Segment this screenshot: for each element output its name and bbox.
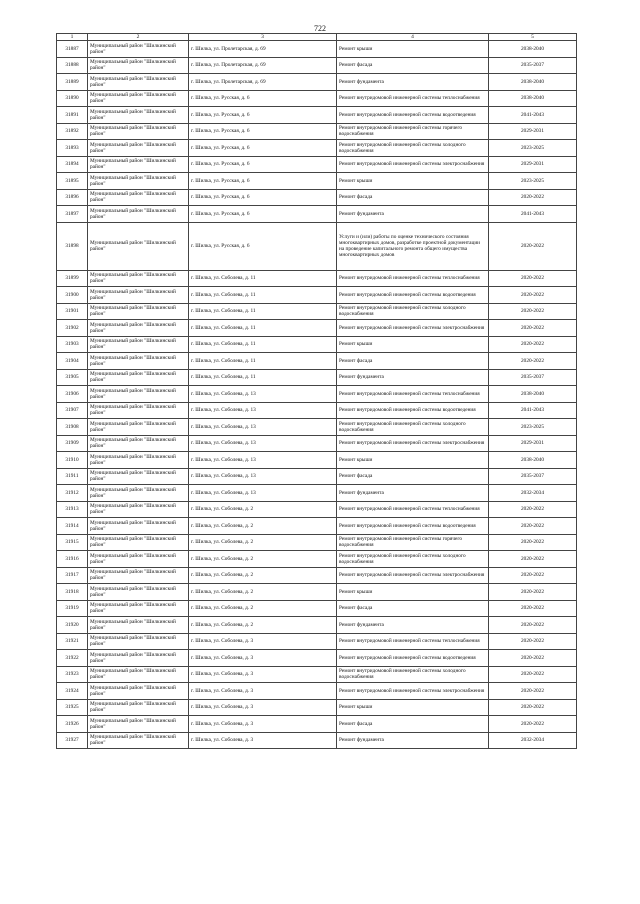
table-row <box>57 501 577 518</box>
district-cell: Муниципальный район "Шилкинский район" <box>88 716 189 733</box>
period-cell: 2020-2022 <box>489 600 577 617</box>
district-cell: Муниципальный район "Шилкинский район" <box>88 173 189 190</box>
row-number: 31888 <box>57 57 88 74</box>
row-number: 31925 <box>57 699 88 716</box>
table-row <box>57 584 577 601</box>
period-cell: 2020-2022 <box>489 633 577 650</box>
table-row <box>57 716 577 733</box>
district-cell: Муниципальный район "Шилкинский район" <box>88 270 189 287</box>
table-row <box>57 173 577 190</box>
column-header: 1 <box>57 34 88 41</box>
address-cell: г. Шилка, ул. Соболева, д. 11 <box>189 287 337 304</box>
table-row <box>57 74 577 91</box>
row-number: 31921 <box>57 633 88 650</box>
table-header <box>57 34 577 41</box>
row-number: 31895 <box>57 173 88 190</box>
row-number: 31896 <box>57 189 88 206</box>
address-cell: г. Шилка, ул. Пролетарская, д. 69 <box>189 41 337 58</box>
period-cell: 2020-2022 <box>489 551 577 568</box>
table-row <box>57 699 577 716</box>
address-cell: г. Шилка, ул. Русская, д. 6 <box>189 156 337 173</box>
district-cell: Муниципальный район "Шилкинский район" <box>88 419 189 436</box>
period-cell: 2032-2034 <box>489 732 577 749</box>
column-header: 4 <box>337 34 489 41</box>
address-cell: г. Шилка, ул. Русская, д. 6 <box>189 206 337 223</box>
work-type-cell: Ремонт крыши <box>337 452 489 469</box>
period-cell: 2035-2037 <box>489 57 577 74</box>
address-cell: г. Шилка, ул. Соболева, д. 11 <box>189 336 337 353</box>
table-row <box>57 320 577 337</box>
row-number: 31903 <box>57 336 88 353</box>
table-row <box>57 732 577 749</box>
address-cell: г. Шилка, ул. Соболева, д. 2 <box>189 534 337 551</box>
district-cell: Муниципальный район "Шилкинский район" <box>88 303 189 320</box>
district-cell: Муниципальный район "Шилкинский район" <box>88 222 189 270</box>
district-cell: Муниципальный район "Шилкинский район" <box>88 551 189 568</box>
row-number: 31920 <box>57 617 88 634</box>
row-number: 31902 <box>57 320 88 337</box>
period-cell: 2038-2040 <box>489 74 577 91</box>
table-row <box>57 600 577 617</box>
address-cell: г. Шилка, ул. Соболева, д. 11 <box>189 353 337 370</box>
period-cell: 2023-2025 <box>489 140 577 157</box>
address-cell: г. Шилка, ул. Пролетарская, д. 69 <box>189 57 337 74</box>
address-cell: г. Шилка, ул. Соболева, д. 13 <box>189 485 337 502</box>
table-row <box>57 468 577 485</box>
work-type-cell: Ремонт внутридомовой инженерной системы холодного водоснабжения <box>337 303 489 320</box>
work-type-cell: Ремонт фундамента <box>337 369 489 386</box>
district-cell: Муниципальный район "Шилкинский район" <box>88 485 189 502</box>
table-row <box>57 534 577 551</box>
table-row <box>57 222 577 270</box>
work-type-cell: Ремонт фасада <box>337 716 489 733</box>
address-cell: г. Шилка, ул. Соболева, д. 3 <box>189 633 337 650</box>
table-body <box>57 41 577 749</box>
district-cell: Муниципальный район "Шилкинский район" <box>88 353 189 370</box>
address-cell: г. Шилка, ул. Соболева, д. 3 <box>189 683 337 700</box>
work-type-cell: Ремонт внутридомовой инженерной системы холодного водоснабжения <box>337 140 489 157</box>
address-cell: г. Шилка, ул. Соболева, д. 2 <box>189 501 337 518</box>
period-cell: 2020-2022 <box>489 336 577 353</box>
row-number: 31911 <box>57 468 88 485</box>
register-table <box>56 33 577 749</box>
row-number: 31915 <box>57 534 88 551</box>
period-cell: 2020-2022 <box>489 320 577 337</box>
work-type-cell: Ремонт фасада <box>337 353 489 370</box>
work-type-cell: Ремонт внутридомовой инженерной системы теплоснабжения <box>337 386 489 403</box>
row-number: 31898 <box>57 222 88 270</box>
work-type-cell: Ремонт фундамента <box>337 74 489 91</box>
period-cell: 2020-2022 <box>489 189 577 206</box>
row-number: 31912 <box>57 485 88 502</box>
period-cell: 2023-2025 <box>489 173 577 190</box>
table-row <box>57 41 577 58</box>
table-row <box>57 369 577 386</box>
row-number: 31916 <box>57 551 88 568</box>
table-row <box>57 567 577 584</box>
district-cell: Муниципальный район "Шилкинский район" <box>88 699 189 716</box>
row-number: 31910 <box>57 452 88 469</box>
district-cell: Муниципальный район "Шилкинский район" <box>88 732 189 749</box>
work-type-cell: Ремонт внутридомовой инженерной системы электроснабжения <box>337 156 489 173</box>
work-type-cell: Ремонт фундамента <box>337 617 489 634</box>
work-type-cell: Ремонт внутридомовой инженерной системы электроснабжения <box>337 320 489 337</box>
work-type-cell: Ремонт внутридомовой инженерной системы теплоснабжения <box>337 501 489 518</box>
row-number: 31890 <box>57 90 88 107</box>
period-cell: 2038-2040 <box>489 90 577 107</box>
period-cell: 2038-2040 <box>489 386 577 403</box>
row-number: 31894 <box>57 156 88 173</box>
period-cell: 2020-2022 <box>489 501 577 518</box>
work-type-cell: Ремонт внутридомовой инженерной системы водоотведения <box>337 518 489 535</box>
district-cell: Муниципальный район "Шилкинский район" <box>88 57 189 74</box>
district-cell: Муниципальный район "Шилкинский район" <box>88 287 189 304</box>
district-cell: Муниципальный район "Шилкинский район" <box>88 402 189 419</box>
work-type-cell: Ремонт фасада <box>337 189 489 206</box>
district-cell: Муниципальный район "Шилкинский район" <box>88 683 189 700</box>
period-cell: 2029-2031 <box>489 156 577 173</box>
address-cell: г. Шилка, ул. Соболева, д. 2 <box>189 518 337 535</box>
work-type-cell: Ремонт внутридомовой инженерной системы водоотведения <box>337 650 489 667</box>
row-number: 31926 <box>57 716 88 733</box>
district-cell: Муниципальный район "Шилкинский район" <box>88 140 189 157</box>
row-number: 31927 <box>57 732 88 749</box>
address-cell: г. Шилка, ул. Русская, д. 6 <box>189 189 337 206</box>
address-cell: г. Шилка, ул. Соболева, д. 11 <box>189 369 337 386</box>
row-number: 31909 <box>57 435 88 452</box>
district-cell: Муниципальный район "Шилкинский район" <box>88 156 189 173</box>
table-row <box>57 650 577 667</box>
work-type-cell: Ремонт крыши <box>337 699 489 716</box>
table-row <box>57 107 577 124</box>
district-cell: Муниципальный район "Шилкинский район" <box>88 107 189 124</box>
period-cell: 2020-2022 <box>489 683 577 700</box>
table-row <box>57 57 577 74</box>
column-header: 5 <box>489 34 577 41</box>
table-row <box>57 336 577 353</box>
address-cell: г. Шилка, ул. Соболева, д. 3 <box>189 732 337 749</box>
row-number: 31919 <box>57 600 88 617</box>
district-cell: Муниципальный район "Шилкинский район" <box>88 123 189 140</box>
table-row <box>57 386 577 403</box>
address-cell: г. Шилка, ул. Соболева, д. 3 <box>189 716 337 733</box>
district-cell: Муниципальный район "Шилкинский район" <box>88 633 189 650</box>
address-cell: г. Шилка, ул. Соболева, д. 2 <box>189 584 337 601</box>
row-number: 31918 <box>57 584 88 601</box>
district-cell: Муниципальный район "Шилкинский район" <box>88 518 189 535</box>
district-cell: Муниципальный район "Шилкинский район" <box>88 386 189 403</box>
row-number: 31897 <box>57 206 88 223</box>
table-row <box>57 402 577 419</box>
address-cell: г. Шилка, ул. Соболева, д. 11 <box>189 270 337 287</box>
address-cell: г. Шилка, ул. Русская, д. 6 <box>189 140 337 157</box>
work-type-cell: Ремонт внутридомовой инженерной системы теплоснабжения <box>337 633 489 650</box>
period-cell: 2041-2043 <box>489 206 577 223</box>
period-cell: 2041-2043 <box>489 402 577 419</box>
table-row <box>57 683 577 700</box>
row-number: 31900 <box>57 287 88 304</box>
district-cell: Муниципальный район "Шилкинский район" <box>88 452 189 469</box>
work-type-cell: Ремонт внутридомовой инженерной системы горячего водоснабжения <box>337 534 489 551</box>
period-cell: 2035-2037 <box>489 468 577 485</box>
table-row <box>57 140 577 157</box>
table-row <box>57 270 577 287</box>
period-cell: 2020-2022 <box>489 353 577 370</box>
row-number: 31892 <box>57 123 88 140</box>
row-number: 31889 <box>57 74 88 91</box>
work-type-cell: Ремонт крыши <box>337 41 489 58</box>
header-row <box>57 34 577 41</box>
work-type-cell: Ремонт крыши <box>337 336 489 353</box>
period-cell: 2032-2034 <box>489 485 577 502</box>
district-cell: Муниципальный район "Шилкинский район" <box>88 206 189 223</box>
work-type-cell: Ремонт внутридомовой инженерной системы водоотведения <box>337 402 489 419</box>
address-cell: г. Шилка, ул. Соболева, д. 11 <box>189 320 337 337</box>
table-row <box>57 617 577 634</box>
work-type-cell: Ремонт внутридомовой инженерной системы электроснабжения <box>337 567 489 584</box>
table-row <box>57 435 577 452</box>
address-cell: г. Шилка, ул. Русская, д. 6 <box>189 173 337 190</box>
work-type-cell: Ремонт крыши <box>337 173 489 190</box>
district-cell: Муниципальный район "Шилкинский район" <box>88 468 189 485</box>
table-row <box>57 156 577 173</box>
table-row <box>57 189 577 206</box>
district-cell: Муниципальный район "Шилкинский район" <box>88 74 189 91</box>
row-number: 31917 <box>57 567 88 584</box>
table-row <box>57 303 577 320</box>
work-type-cell: Ремонт фундамента <box>337 206 489 223</box>
work-type-cell: Услуги и (или) работы по оценке технического состояния многоквартирных домов, разработке проектной документации на проведение капитального ремонта общего имущества многоквартирных домов <box>337 222 489 270</box>
period-cell: 2020-2022 <box>489 222 577 270</box>
address-cell: г. Шилка, ул. Соболева, д. 13 <box>189 386 337 403</box>
district-cell: Муниципальный район "Шилкинский район" <box>88 189 189 206</box>
row-number: 31907 <box>57 402 88 419</box>
district-cell: Муниципальный район "Шилкинский район" <box>88 567 189 584</box>
address-cell: г. Шилка, ул. Соболева, д. 11 <box>189 303 337 320</box>
period-cell: 2029-2031 <box>489 123 577 140</box>
period-cell: 2020-2022 <box>489 303 577 320</box>
table-row <box>57 452 577 469</box>
period-cell: 2020-2022 <box>489 699 577 716</box>
address-cell: г. Шилка, ул. Русская, д. 6 <box>189 90 337 107</box>
work-type-cell: Ремонт внутридомовой инженерной системы холодного водоснабжения <box>337 666 489 683</box>
address-cell: г. Шилка, ул. Русская, д. 6 <box>189 222 337 270</box>
district-cell: Муниципальный район "Шилкинский район" <box>88 600 189 617</box>
address-cell: г. Шилка, ул. Соболева, д. 3 <box>189 650 337 667</box>
work-type-cell: Ремонт фундамента <box>337 485 489 502</box>
period-cell: 2035-2037 <box>489 369 577 386</box>
period-cell: 2020-2022 <box>489 287 577 304</box>
work-type-cell: Ремонт фасада <box>337 600 489 617</box>
address-cell: г. Шилка, ул. Соболева, д. 13 <box>189 419 337 436</box>
work-type-cell: Ремонт крыши <box>337 584 489 601</box>
period-cell: 2041-2043 <box>489 107 577 124</box>
address-cell: г. Шилка, ул. Соболева, д. 2 <box>189 617 337 634</box>
table-row <box>57 633 577 650</box>
work-type-cell: Ремонт внутридомовой инженерной системы водоотведения <box>337 287 489 304</box>
table-row <box>57 123 577 140</box>
table-row <box>57 518 577 535</box>
work-type-cell: Ремонт внутридомовой инженерной системы теплоснабжения <box>337 90 489 107</box>
period-cell: 2020-2022 <box>489 584 577 601</box>
district-cell: Муниципальный район "Шилкинский район" <box>88 369 189 386</box>
district-cell: Муниципальный район "Шилкинский район" <box>88 584 189 601</box>
address-cell: г. Шилка, ул. Соболева, д. 13 <box>189 452 337 469</box>
address-cell: г. Шилка, ул. Соболева, д. 2 <box>189 567 337 584</box>
row-number: 31893 <box>57 140 88 157</box>
district-cell: Муниципальный район "Шилкинский район" <box>88 336 189 353</box>
period-cell: 2020-2022 <box>489 650 577 667</box>
work-type-cell: Ремонт внутридомовой инженерной системы электроснабжения <box>337 435 489 452</box>
table-row <box>57 206 577 223</box>
period-cell: 2020-2022 <box>489 270 577 287</box>
work-type-cell: Ремонт фундамента <box>337 732 489 749</box>
column-header: 3 <box>189 34 337 41</box>
table-row <box>57 419 577 436</box>
address-cell: г. Шилка, ул. Русская, д. 6 <box>189 107 337 124</box>
row-number: 31887 <box>57 41 88 58</box>
address-cell: г. Шилка, ул. Соболева, д. 2 <box>189 600 337 617</box>
period-cell: 2020-2022 <box>489 567 577 584</box>
address-cell: г. Шилка, ул. Русская, д. 6 <box>189 123 337 140</box>
table-row <box>57 353 577 370</box>
period-cell: 2038-2040 <box>489 41 577 58</box>
work-type-cell: Ремонт внутридомовой инженерной системы электроснабжения <box>337 683 489 700</box>
address-cell: г. Шилка, ул. Соболева, д. 3 <box>189 699 337 716</box>
row-number: 31923 <box>57 666 88 683</box>
row-number: 31922 <box>57 650 88 667</box>
address-cell: г. Шилка, ул. Соболева, д. 13 <box>189 402 337 419</box>
address-cell: г. Шилка, ул. Пролетарская, д. 69 <box>189 74 337 91</box>
table-row <box>57 90 577 107</box>
work-type-cell: Ремонт внутридомовой инженерной системы водоотведения <box>337 107 489 124</box>
row-number: 31914 <box>57 518 88 535</box>
row-number: 31906 <box>57 386 88 403</box>
period-cell: 2038-2040 <box>489 452 577 469</box>
table-row <box>57 485 577 502</box>
work-type-cell: Ремонт внутридомовой инженерной системы холодного водоснабжения <box>337 419 489 436</box>
district-cell: Муниципальный район "Шилкинский район" <box>88 90 189 107</box>
district-cell: Муниципальный район "Шилкинский район" <box>88 534 189 551</box>
row-number: 31891 <box>57 107 88 124</box>
district-cell: Муниципальный район "Шилкинский район" <box>88 650 189 667</box>
period-cell: 2020-2022 <box>489 716 577 733</box>
work-type-cell: Ремонт внутридомовой инженерной системы холодного водоснабжения <box>337 551 489 568</box>
table-row <box>57 551 577 568</box>
period-cell: 2020-2022 <box>489 534 577 551</box>
district-cell: Муниципальный район "Шилкинский район" <box>88 320 189 337</box>
period-cell: 2020-2022 <box>489 666 577 683</box>
address-cell: г. Шилка, ул. Соболева, д. 2 <box>189 551 337 568</box>
period-cell: 2020-2022 <box>489 518 577 535</box>
district-cell: Муниципальный район "Шилкинский район" <box>88 666 189 683</box>
district-cell: Муниципальный район "Шилкинский район" <box>88 41 189 58</box>
period-cell: 2029-2031 <box>489 435 577 452</box>
period-cell: 2023-2025 <box>489 419 577 436</box>
row-number: 31899 <box>57 270 88 287</box>
address-cell: г. Шилка, ул. Соболева, д. 13 <box>189 468 337 485</box>
column-header: 2 <box>88 34 189 41</box>
row-number: 31908 <box>57 419 88 436</box>
row-number: 31904 <box>57 353 88 370</box>
address-cell: г. Шилка, ул. Соболева, д. 13 <box>189 435 337 452</box>
row-number: 31924 <box>57 683 88 700</box>
address-cell: г. Шилка, ул. Соболева, д. 3 <box>189 666 337 683</box>
work-type-cell: Ремонт внутридомовой инженерной системы горячего водоснабжения <box>337 123 489 140</box>
district-cell: Муниципальный район "Шилкинский район" <box>88 617 189 634</box>
district-cell: Муниципальный район "Шилкинский район" <box>88 435 189 452</box>
work-type-cell: Ремонт внутридомовой инженерной системы теплоснабжения <box>337 270 489 287</box>
page-number: 722 <box>314 24 326 33</box>
district-cell: Муниципальный район "Шилкинский район" <box>88 501 189 518</box>
row-number: 31905 <box>57 369 88 386</box>
period-cell: 2020-2022 <box>489 617 577 634</box>
table-row <box>57 666 577 683</box>
row-number: 31901 <box>57 303 88 320</box>
work-type-cell: Ремонт фасада <box>337 57 489 74</box>
work-type-cell: Ремонт фасада <box>337 468 489 485</box>
table-row <box>57 287 577 304</box>
row-number: 31913 <box>57 501 88 518</box>
